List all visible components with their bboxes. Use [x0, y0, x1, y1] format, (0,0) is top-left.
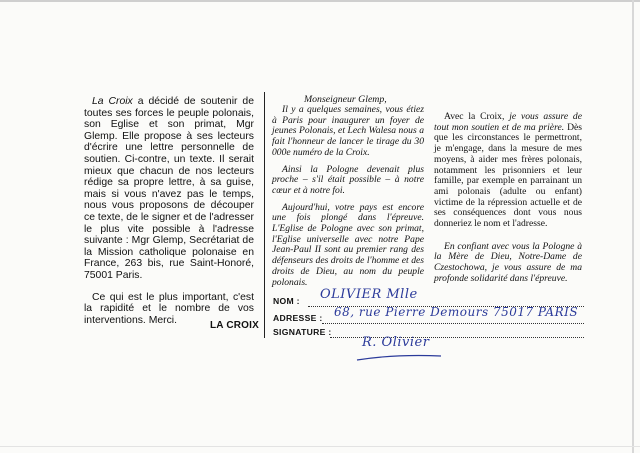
adresse-line	[322, 323, 584, 324]
closing-paragraph: Ce qui est le plus important, c'est la rapidité et le nombre de vos interventions. Merci.	[84, 291, 254, 326]
letter-greeting: Monseigneur Glemp,	[304, 94, 387, 105]
newspaper-name: La Croix	[92, 96, 133, 107]
signature-underline	[355, 352, 445, 364]
page-edge-top	[0, 0, 640, 2]
intro-column	[84, 96, 254, 336]
handwritten-signature: R. Olivier	[362, 335, 430, 350]
newspaper-signature: LA CROIX	[210, 320, 260, 331]
nom-handwritten: OLIVIER Mlle	[320, 287, 418, 302]
adresse-handwritten: 68, rue Pierre Demours 75017 PARIS	[334, 305, 579, 319]
letter-column-middle	[272, 105, 424, 294]
letter-paragraph-2: Ainsi la Pologne devenait plus proche – s'il était possible – à notre cœur et à notre foi.	[272, 163, 424, 196]
letter-paragraph-3: Aujourd'hui, votre pays est encore une fois plongé dans l'épreuve. L'Eglise de Pologne avec son primat, l'Eglise universelle avec notre Pape Jean-Paul II sont au premier rang des défenseurs des droits de l'homme et des droits de Dieu, au nom du peuple polonais.	[272, 201, 424, 288]
letter-p4-rest: Dès que les circonstances le permettront, je m'engage, dans la mesure de mes moyens, à aider mes frères polonais, notamment les prisonniers et leur famille, par exemple en parrainant un ami polonais (adulte ou enfant) victime de la répression actuelle et de ses conséquences dont vous nous donneriez le nom et l'adresse.	[434, 121, 582, 230]
intro-paragraph	[84, 96, 254, 282]
letter-paragraph-1: Il y a quelques semaines, vous étiez à Paris pour inaugurer un foyer de jeunes Polonais, et Lech Walesa nous a fait l'honneur de lancer le tirage du 30 000e numéro de la Croix.	[272, 104, 424, 158]
letter-paragraph-4	[434, 112, 582, 230]
column-divider	[264, 92, 265, 338]
letter-p4-emphasis: je vous assure de tout mon soutien et de ma prière.	[434, 111, 582, 133]
page-edge-bottom	[0, 446, 640, 447]
adresse-label: ADRESSE :	[273, 313, 323, 323]
signature-label: SIGNATURE :	[273, 327, 332, 337]
letter-p4-start: Avec la Croix,	[444, 111, 510, 122]
page-edge-right	[632, 0, 634, 453]
letter-column-right	[434, 112, 582, 291]
nom-label: NOM :	[273, 296, 300, 306]
intro-text: a décidé de soutenir de toutes ses forces le peuple polonais, son Eglise et son primat, Mgr Glemp. Elle propose à ses lecteurs d'écrire une lettre personnelle de soutien. Ci-contre, un texte. Il serait mieux que chacun de nos lecteurs rédige sa propre lettre, à sa guise, mais si vous n'avez pas le temps, nous vous proposons de découper ce texte, de le signer et de l'adresser le plus vite possible à l'adresse suivante : Mgr Glemp, Secrétariat de la Mission catholique polonaise en France, 263 bis, rue Saint-Honoré, 75001 Paris.	[84, 96, 254, 281]
letter-paragraph-5: En confiant avec vous la Pologne à la Mère de Dieu, Notre-Dame de Czestochowa, je vous assure de ma profonde solidarité dans l'épreuve.	[434, 240, 582, 284]
